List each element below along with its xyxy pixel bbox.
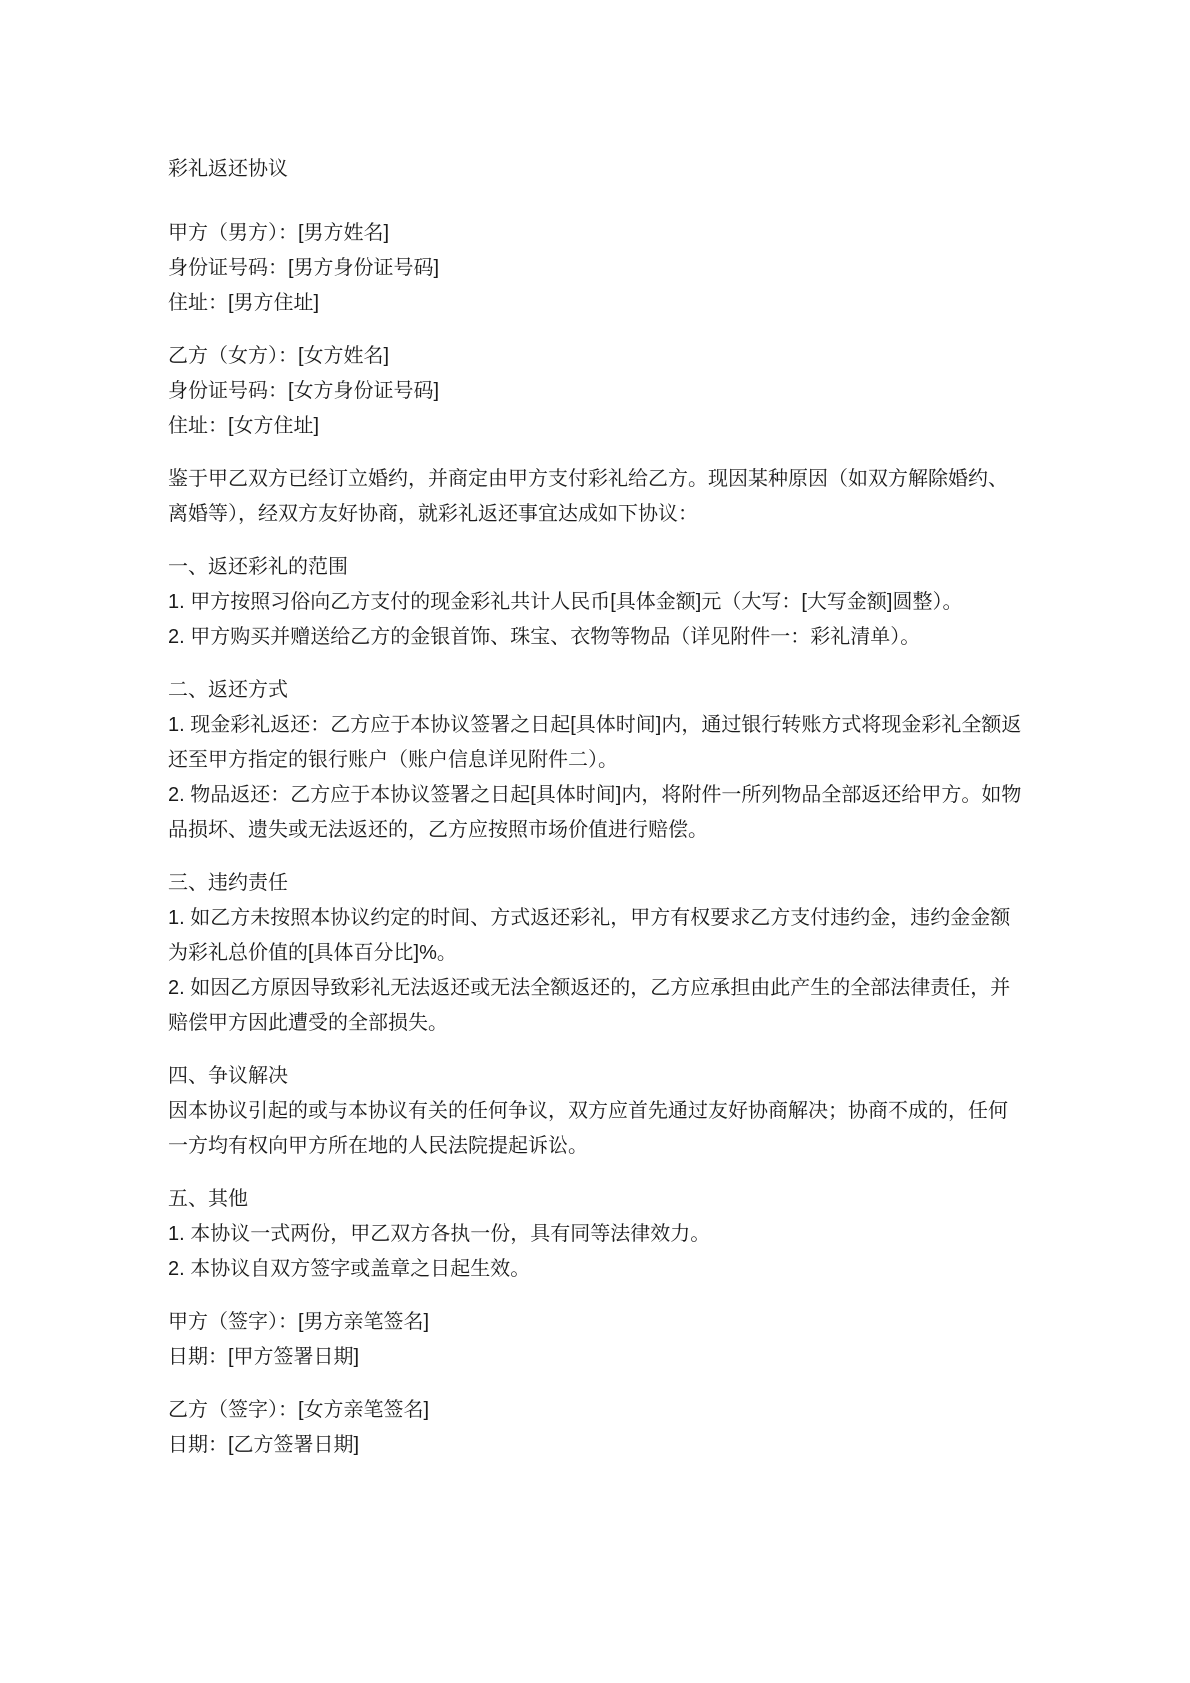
preamble-block xyxy=(168,462,1023,532)
section-3 xyxy=(168,866,1023,1041)
party-b-address-line: 住址：[女方住址] xyxy=(168,415,320,437)
section-2-clause-2: 2. 物品返还：乙方应于本协议签署之日起[具体时间]内，将附件一所列物品全部返还给甲方。如物品损坏、遗失或无法返还的，乙方应按照市场价值进行赔偿。 xyxy=(168,784,1022,841)
section-3-clause-2: 2. 如因乙方原因导致彩礼无法返还或无法全额返还的，乙方应承担由此产生的全部法律责任，并赔偿甲方因此遭受的全部损失。 xyxy=(168,977,1011,1034)
preamble-paragraph: 鉴于甲乙双方已经订立婚约，并商定由甲方支付彩礼给乙方。现因某种原因（如双方解除婚约、离婚等），经双方友好协商，就彩礼返还事宜达成如下协议： xyxy=(168,468,1008,525)
section-1 xyxy=(168,550,1023,655)
section-2-heading: 二、返还方式 xyxy=(168,679,288,701)
signature-party-a-block xyxy=(168,1305,1023,1375)
signature-party-b-block xyxy=(168,1393,1023,1463)
section-1-clause-1: 1. 甲方按照习俗向乙方支付的现金彩礼共计人民币[具体金额]元（大写：[大写金额]圆整）。 xyxy=(168,591,963,613)
party-b-name-line: 乙方（女方）：[女方姓名] xyxy=(168,345,390,367)
party-b-signature-line: 乙方（签字）：[女方亲笔签名] xyxy=(168,1399,430,1421)
party-b-block xyxy=(168,339,1023,444)
party-a-signature-line: 甲方（签字）：[男方亲笔签名] xyxy=(168,1311,430,1333)
party-a-id-line: 身份证号码：[男方身份证号码] xyxy=(168,257,440,279)
party-a-block xyxy=(168,216,1023,321)
section-2 xyxy=(168,673,1023,848)
party-a-date-line: 日期：[甲方签署日期] xyxy=(168,1346,360,1368)
section-5-clause-1: 1. 本协议一式两份，甲乙双方各执一份，具有同等法律效力。 xyxy=(168,1223,711,1245)
section-4-heading: 四、争议解决 xyxy=(168,1065,288,1087)
section-1-clause-2: 2. 甲方购买并赠送给乙方的金银首饰、珠宝、衣物等物品（详见附件一：彩礼清单）。 xyxy=(168,626,921,648)
party-b-date-line: 日期：[乙方签署日期] xyxy=(168,1434,360,1456)
section-3-heading: 三、违约责任 xyxy=(168,872,288,894)
party-a-name-line: 甲方（男方）：[男方姓名] xyxy=(168,222,390,244)
section-3-clause-1: 1. 如乙方未按照本协议约定的时间、方式返还彩礼，甲方有权要求乙方支付违约金，违约金金额为彩礼总价值的[具体百分比]%。 xyxy=(168,907,1011,964)
section-1-heading: 一、返还彩礼的范围 xyxy=(168,556,348,578)
document-title: 彩礼返还协议 xyxy=(168,158,288,180)
section-5-heading: 五、其他 xyxy=(168,1188,248,1210)
section-5-clause-2: 2. 本协议自双方签字或盖章之日起生效。 xyxy=(168,1258,531,1280)
section-5 xyxy=(168,1182,1023,1287)
party-a-address-line: 住址：[男方住址] xyxy=(168,292,320,314)
section-4-clause-1: 因本协议引起的或与本协议有关的任何争议，双方应首先通过友好协商解决；协商不成的，任何一方均有权向甲方所在地的人民法院提起诉讼。 xyxy=(168,1100,1008,1157)
party-b-id-line: 身份证号码：[女方身份证号码] xyxy=(168,380,440,402)
section-2-clause-1: 1. 现金彩礼返还：乙方应于本协议签署之日起[具体时间]内，通过银行转账方式将现金彩礼全额返还至甲方指定的银行账户（账户信息详见附件二）。 xyxy=(168,714,1022,771)
section-4 xyxy=(168,1059,1023,1164)
